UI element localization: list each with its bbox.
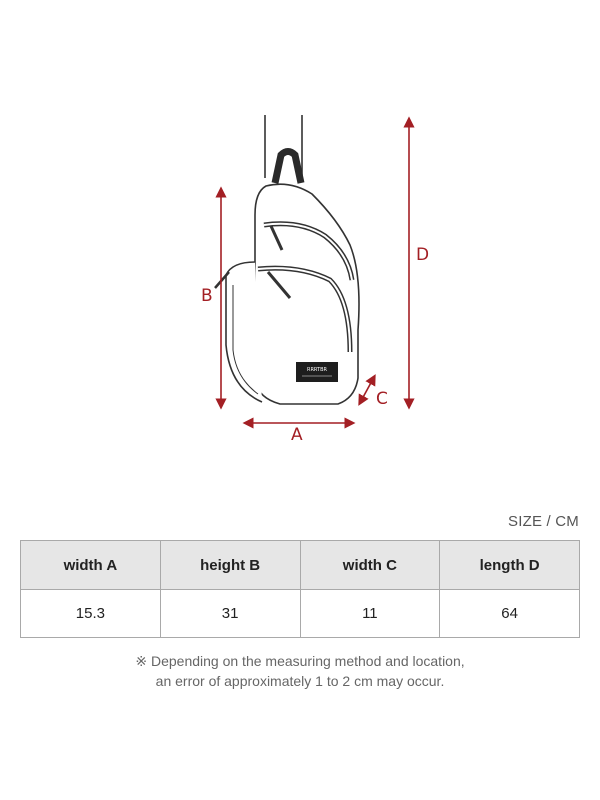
note-line-1: ※ Depending on the measuring method and location, [135,653,465,669]
header-width-c: width C [300,541,440,590]
header-length-d: length D [440,541,580,590]
patch-text: RRRTBR [306,367,328,373]
label-d: D [416,245,430,265]
value-width-a: 15.3 [21,590,161,638]
header-height-b: height B [160,541,300,590]
note-line-2: an error of approximately 1 to 2 cm may occur. [155,673,445,689]
label-b: B [201,286,213,306]
size-table [20,540,580,638]
table-header-row [21,541,580,590]
label-c: C [376,389,388,409]
value-width-c: 11 [300,590,440,638]
strap [265,115,302,183]
label-a: A [291,425,303,445]
measurement-note [0,651,600,691]
arrow-c [361,379,373,401]
value-height-b: 31 [160,590,300,638]
table-row [21,590,580,638]
size-unit-label: SIZE / CM [508,513,579,530]
logo-patch [296,362,338,382]
header-width-a: width A [21,541,161,590]
value-length-d: 64 [440,590,580,638]
